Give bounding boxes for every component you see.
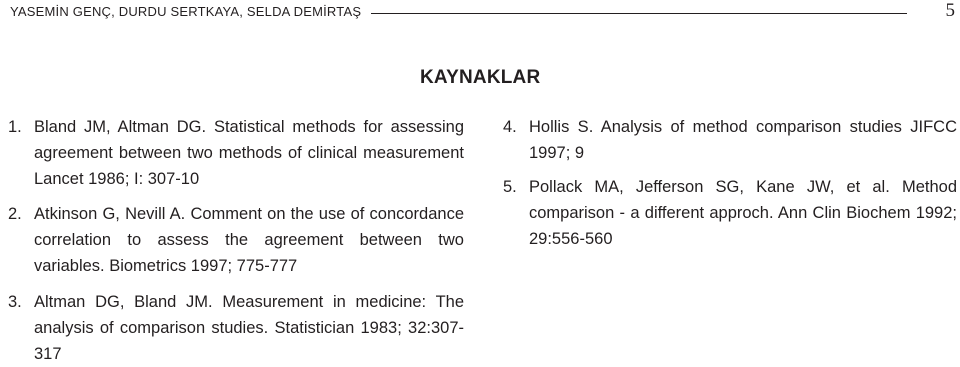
reference-number: 3. (8, 293, 22, 311)
reference-text: Bland JM, Altman DG. Statistical methods for assessing agreement between two methods of clinical measurement Lancet 1986; I: 307-10 (34, 118, 464, 188)
reference-text: Hollis S. Analysis of method comparison studies JIFCC 1997; 9 (529, 118, 957, 162)
references-column-left (8, 114, 464, 367)
page-number: 5 (945, 0, 955, 21)
reference-item (503, 174, 957, 252)
section-title: KAYNAKLAR (420, 67, 541, 88)
reference-item (503, 114, 957, 166)
reference-item (8, 289, 464, 367)
reference-number: 5. (503, 178, 517, 196)
reference-number: 4. (503, 118, 517, 136)
header-rule (371, 13, 907, 14)
reference-item (8, 201, 464, 279)
running-header-authors: YASEMİN GENÇ, DURDU SERTKAYA, SELDA DEMİRTAŞ (10, 3, 362, 19)
reference-text: Pollack MA, Jefferson SG, Kane JW, et al. Method comparison - a different approch. Ann Clin Biochem 1992; 29:556-560 (529, 178, 957, 248)
reference-number: 1. (8, 118, 22, 136)
reference-text: Altman DG, Bland JM. Measurement in medicine: The analysis of comparison studies. Statistician 1983; 32:307-317 (34, 293, 464, 363)
reference-number: 2. (8, 205, 22, 223)
reference-item (8, 114, 464, 192)
reference-text: Atkinson G, Nevill A. Comment on the use of concordance correlation to assess the agreement between two variables. Biometrics 1997; 775-777 (34, 205, 464, 275)
references-column-right (503, 114, 957, 252)
running-header (10, 0, 955, 22)
